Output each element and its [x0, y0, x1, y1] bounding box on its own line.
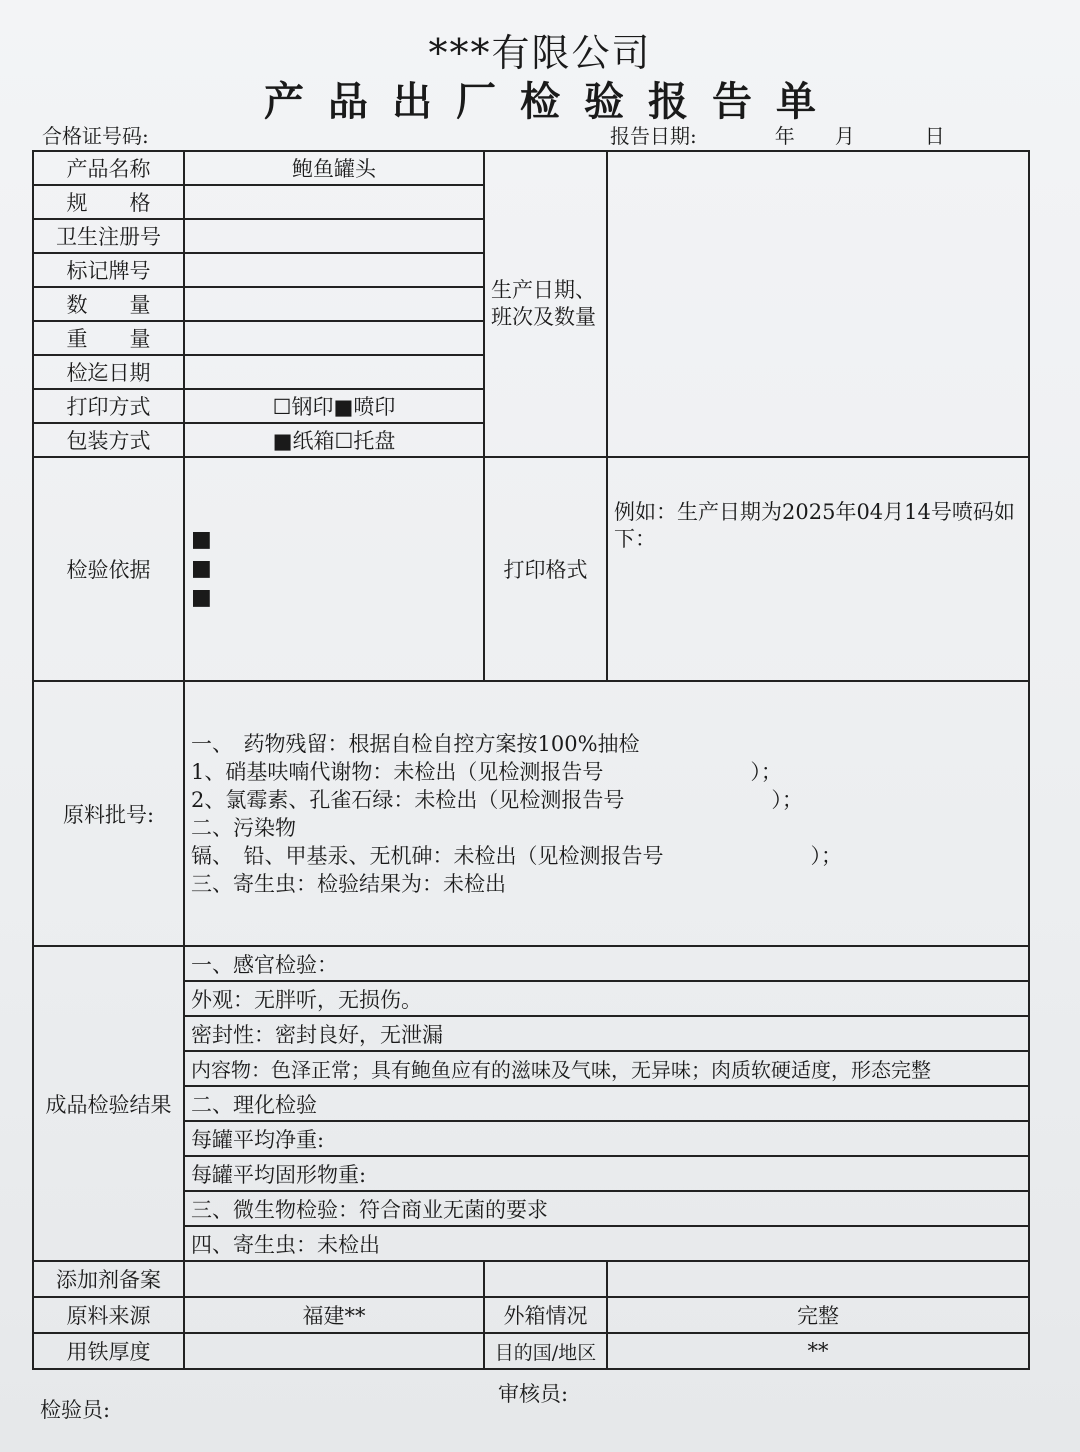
print-format-label: 打印格式	[484, 457, 607, 681]
footer-blank-value	[607, 1261, 1029, 1297]
destination-value: **	[607, 1333, 1029, 1369]
iron-value	[184, 1333, 484, 1369]
additive-label: 添加剂备案	[33, 1261, 184, 1297]
print-format-text: 例如：生产日期为2025年04月14号喷码如下：	[607, 457, 1029, 681]
packing-method-value: ■纸箱☐托盘	[184, 423, 484, 457]
inspector-label: 检验员:	[40, 1398, 111, 1422]
info-label: 标记牌号	[33, 253, 184, 287]
inspect-date-value	[184, 355, 484, 389]
footer-row	[33, 1261, 1029, 1297]
production-value	[607, 151, 1029, 457]
finished-line: 每罐平均净重:	[184, 1121, 1029, 1156]
info-label: 包装方式	[33, 423, 184, 457]
destination-label: 目的国/地区	[484, 1333, 607, 1369]
product-name-value: 鲍鱼罐头	[184, 151, 484, 185]
month-label: 月	[834, 124, 855, 148]
year-label: 年	[774, 124, 795, 148]
weight-value	[184, 321, 484, 355]
raw-line: 2、氯霉素、孔雀石绿：未检出（见检测报告号 ）；	[191, 787, 803, 812]
finished-line: 内容物：色泽正常；具有鲍鱼应有的滋味及气味，无异味；肉质软硬适度，形态完整	[184, 1051, 1029, 1086]
raw-material-label: 原料批号:	[33, 681, 184, 946]
day-label: 日	[924, 124, 945, 148]
reviewer-label: 审核员:	[498, 1382, 569, 1406]
finished-line: 三、微生物检验：符合商业无菌的要求	[184, 1191, 1029, 1226]
outer-box-value: 完整	[607, 1297, 1029, 1333]
raw-line: 二、污染物	[191, 815, 296, 840]
origin-label: 原料来源	[33, 1297, 184, 1333]
raw-line: 一、 药物残留：根据自检自控方案按100%抽检	[191, 731, 640, 756]
raw-line: 1、硝基呋喃代谢物：未检出（见检测报告号 ）；	[191, 759, 782, 784]
production-label: 生产日期、班次及数量	[484, 151, 607, 457]
cert-no-label: 合格证号码:	[42, 124, 149, 148]
info-label: 打印方式	[33, 389, 184, 423]
registration-value	[184, 219, 484, 253]
footer-blank-label	[484, 1261, 607, 1297]
finished-row	[33, 946, 1029, 981]
report-date-label: 报告日期:	[610, 124, 697, 148]
company-name: ***有限公司	[428, 31, 652, 75]
additive-value	[184, 1261, 484, 1297]
raw-line: 三、寄生虫：检验结果为：未检出	[191, 871, 506, 896]
basis-row	[33, 457, 1029, 681]
finished-line: 密封性：密封良好，无泄漏	[184, 1016, 1029, 1051]
finished-line: 四、寄生虫：未检出	[184, 1226, 1029, 1261]
origin-value: 福建**	[184, 1297, 484, 1333]
finished-line: 一、感官检验：	[184, 946, 1029, 981]
raw-material-row	[33, 681, 1029, 946]
info-row	[33, 151, 1029, 185]
finished-line: 外观：无胖听，无损伤。	[184, 981, 1029, 1016]
info-label: 数 量	[33, 287, 184, 321]
basis-checkbox: ■	[191, 585, 212, 610]
basis-checkbox: ■	[191, 556, 212, 581]
basis-items	[184, 457, 484, 681]
info-label: 检迄日期	[33, 355, 184, 389]
print-method-value: ☐钢印■喷印	[184, 389, 484, 423]
inspection-form	[32, 150, 1030, 1370]
report-title: 产品出厂检验报告单	[264, 78, 840, 125]
finished-line: 每罐平均固形物重:	[184, 1156, 1029, 1191]
raw-line: 镉、 铅、甲基汞、无机砷：未检出（见检测报告号 ）；	[191, 843, 842, 868]
footer-row	[33, 1333, 1029, 1369]
finished-label: 成品检验结果	[33, 946, 184, 1261]
finished-line: 二、理化检验	[184, 1086, 1029, 1121]
basis-label: 检验依据	[33, 457, 184, 681]
raw-material-content	[184, 681, 1029, 946]
spec-value	[184, 185, 484, 219]
info-label: 规 格	[33, 185, 184, 219]
info-label: 产品名称	[33, 151, 184, 185]
footer-row	[33, 1297, 1029, 1333]
report-date	[610, 120, 945, 149]
iron-label: 用铁厚度	[33, 1333, 184, 1369]
info-label: 重 量	[33, 321, 184, 355]
quantity-value	[184, 287, 484, 321]
mark-value	[184, 253, 484, 287]
basis-checkbox: ■	[191, 527, 212, 552]
info-label: 卫生注册号	[33, 219, 184, 253]
outer-box-label: 外箱情况	[484, 1297, 607, 1333]
